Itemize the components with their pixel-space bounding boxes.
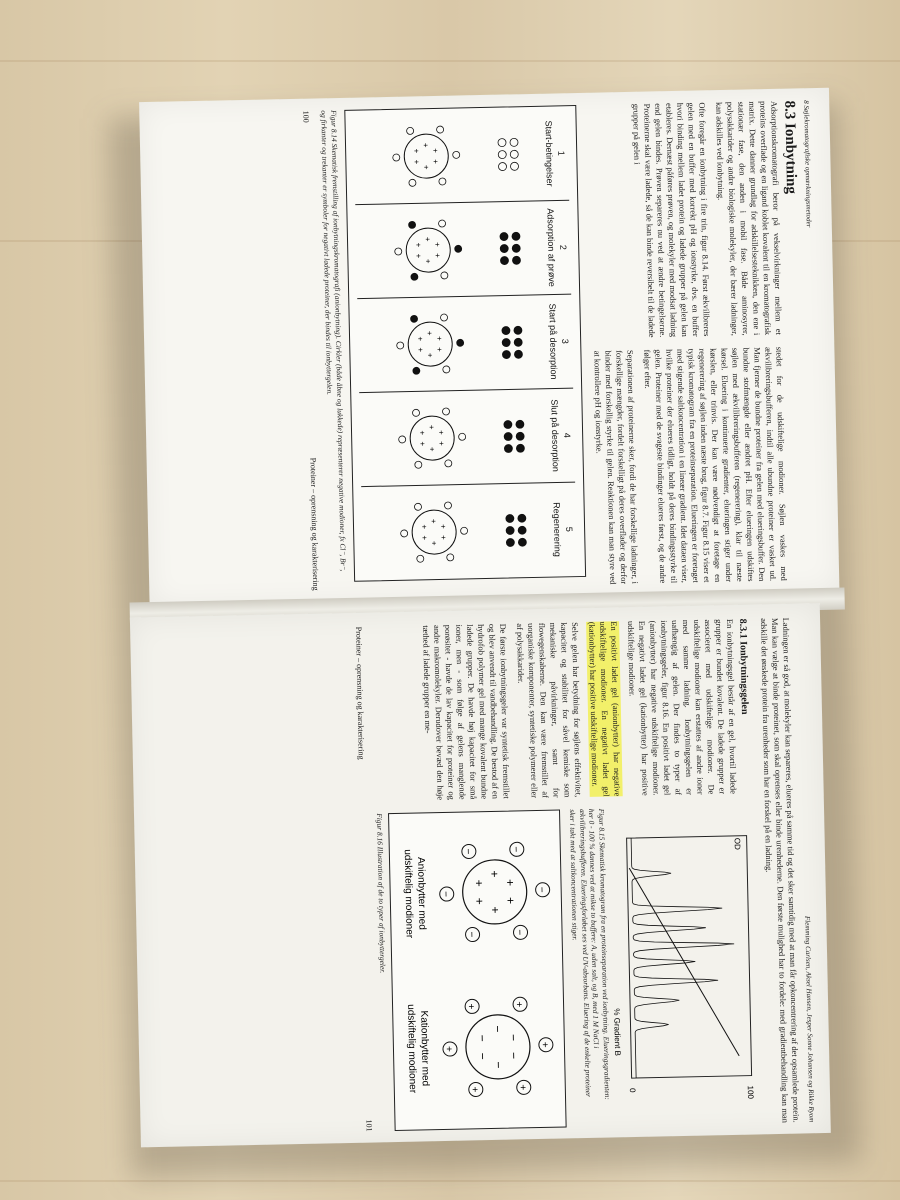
positive-charge: +	[432, 242, 442, 247]
fixed-charge: −	[475, 1052, 490, 1060]
figure-8-16	[388, 810, 567, 1132]
fixed-charge: +	[471, 879, 486, 887]
positive-charge: +	[420, 142, 431, 148]
counter-ion-charge: −	[461, 848, 473, 855]
free-ion	[514, 338, 522, 346]
free-ion	[518, 514, 526, 522]
free-ion	[506, 514, 514, 522]
free-ion	[516, 420, 524, 428]
counter-ion	[440, 314, 447, 321]
counter-ion	[444, 502, 451, 509]
free-ion	[498, 163, 506, 171]
counter-ion	[443, 366, 450, 373]
free-ion	[506, 526, 514, 534]
positive-charge: +	[438, 523, 448, 529]
positive-charge: +	[422, 236, 433, 242]
counter-ion-charge: −	[439, 891, 451, 898]
positive-charge: +	[428, 518, 438, 524]
paragraph: De første ionbytningsgeler var syntetisk fremstillet og blev anvendt til vandbehandling. De bestod af en hydrofob polymer gel med mange kovalent bundne ladede grupper. De havde høj kapacitet for små ioner, men - som følge af gelens manglende porøsitet - havde de lav kapacitet for proteiner og andre makromolekyler. Derudover bevæd den høje tæthed af ladede grupper en me-	[421, 623, 511, 801]
counter-ion	[445, 460, 452, 467]
chromatogram-chart	[606, 805, 763, 1123]
gel-bead	[410, 416, 455, 461]
step-number: 5	[564, 526, 575, 532]
free-ion	[512, 256, 520, 264]
counter-ion	[455, 245, 462, 252]
free-ion	[516, 444, 524, 452]
cation-label-line1: Kationbytter med	[417, 1010, 431, 1087]
step-label: Adsorption af prøve	[545, 208, 558, 287]
counter-ion	[407, 127, 414, 134]
free-ion	[512, 232, 520, 240]
free-ion	[510, 150, 518, 158]
tick-100: 100	[745, 1085, 756, 1100]
counter-ion	[413, 367, 420, 374]
step-label: Start-betingelser	[543, 120, 555, 187]
text-column-2	[585, 347, 789, 585]
counter-ion	[395, 248, 402, 255]
page-footer	[300, 111, 321, 591]
fixed-charge: −	[505, 1033, 521, 1042]
paragraph: Ofte foregår en ionbytning i fire trin, figur 8.14. Først ækvilibreres gelen med en buffer med korrekt pH og ionstyrke, dvs. en buffer hvori binding mellem ladet protein og ladede grupper på gelen kan etableres. Dernæst påføres prøven, og molekyler med modsat ladning end gelen bindes. Prøven separeres nu ved at ændre betingelserne. Proteinerne skal være ladede, så de kan binde reversibelt til de ladede grupper på gelen i	[631, 102, 712, 338]
anion-label-line2: udskiftelig modioner	[401, 849, 415, 939]
positive-charge: +	[427, 446, 437, 452]
counter-ion	[409, 179, 416, 186]
counter-ion	[399, 436, 406, 443]
free-ion	[518, 538, 526, 546]
page-number: 100	[301, 110, 311, 123]
positive-charge: +	[419, 535, 429, 541]
positive-charge: +	[413, 242, 423, 248]
counter-ion-charge: +	[468, 1086, 480, 1093]
text-columns	[580, 101, 789, 585]
fixed-charge: +	[502, 878, 517, 887]
free-ion	[512, 244, 520, 252]
counter-ion	[393, 154, 400, 161]
chart-frame	[627, 836, 752, 1078]
free-ion	[514, 326, 522, 334]
counter-ion	[441, 272, 448, 279]
step-number: 3	[560, 338, 571, 344]
page-101-rotated-content	[353, 617, 816, 1131]
counter-ion	[412, 409, 419, 416]
ion-exchange-steps-diagram	[345, 106, 585, 581]
fixed-charge: +	[486, 870, 502, 878]
positive-charge: +	[421, 164, 431, 170]
step-label: Regenerering	[551, 502, 563, 557]
text-column-1	[580, 101, 784, 339]
counter-ion-charge: −	[465, 931, 477, 938]
free-ion	[498, 139, 506, 147]
counter-ion-charge: +	[512, 1001, 524, 1008]
counter-ion	[409, 221, 416, 228]
positive-charge: +	[423, 258, 433, 264]
step-label: Slut på desorption	[549, 399, 561, 472]
paragraph: Separationen af proteinerne sker, fordi de har forskellige ladninger, i forskellige mængder, fordelt forskelligt på deres overflader og derfor binder med forskellig styrke til gelen. Reaktionen kan man styre ved at kontrollere pH og ionstyrke.	[592, 349, 640, 585]
counter-ion	[461, 527, 468, 534]
figure-8-15-caption: Figur 8.15 Skematisk kromatogram fra en proteinseparation ved ionbytning. Elueringsgradienten: her 0 - 100 % dannes ved at mikse to buffere: A, uden salt, og B, med 1 M NaCl i ækvilibreringsbufferen. Elueringsforløbet ses ved UV-absorbans. Eluering af de enkelte proteiner sker i takt med at saltkoncentrationen stiger.	[568, 808, 613, 1100]
positive-charge: +	[434, 347, 444, 352]
free-ion	[506, 538, 514, 546]
footer-title: Proteiner – oprensning og karakterisering	[308, 457, 321, 591]
free-ion	[514, 350, 522, 358]
text-column	[370, 618, 756, 801]
open-textbook	[119, 88, 856, 1153]
gel-bead	[412, 510, 457, 555]
figure-8-15	[606, 805, 763, 1126]
gel-bead	[404, 134, 449, 179]
counter-ion-charge: −	[513, 929, 525, 936]
paragraph: Selve gelen har betydning for søjlens effektivitet, kapacitet og stabilitet for såvel kemiske som mekaniske påvirkninger, samt for flowegenskaberne. Den kan være fremstillet af uorganiske komponenter, syntetiske polymerer eller af polysakkarider.	[515, 622, 583, 799]
counter-ion	[437, 126, 444, 133]
figure-8-16-caption: Figur 8.16 Illustration af de to typer af ionbyttergeler.	[374, 813, 387, 974]
free-ion	[502, 326, 510, 334]
counter-ion	[438, 220, 445, 227]
counter-ion	[447, 554, 454, 561]
wood-grain	[0, 1180, 900, 1182]
counter-ion-charge: −	[535, 886, 547, 893]
free-ion	[510, 162, 518, 170]
cation-exchanger-bead	[442, 997, 554, 1098]
counter-ion	[459, 433, 466, 440]
gel-bead	[406, 228, 451, 273]
paragraph: Adsorptionskromatografi beror på vekselvirkninger mellem et proteins overflade og en ligand koblet kovalent til en kromatografisk matrix. Dette danner grundlag for adskillelsesteknikken, den ene i stationær fase, den anden i mobil fase. Både aminosyrer, polysakkarider og andre biologiske molekyler, der bærer ladninger, kan adskilles ved ionbytning.	[714, 100, 784, 336]
wood-grain	[0, 60, 900, 62]
page-100-rotated-content	[300, 100, 821, 591]
exchanger-bead-outline	[465, 1014, 530, 1079]
counter-ion-charge: +	[464, 1003, 476, 1010]
positive-charge: +	[436, 440, 446, 446]
page-number: 101	[364, 1119, 374, 1132]
step-label: Start på desorption	[547, 303, 559, 380]
exchanger-bead-outline	[462, 859, 527, 924]
anion-exchanger-bead	[438, 842, 550, 943]
counter-ion	[411, 273, 418, 280]
figure-8-14-caption: Figur 8.14 Skematisk fremstilling af ionbytningskromatografi (anionbytning). Cirkler (både åbne og lukkede) repræsenterer negative modioner, fx Cl⁻, Br⁻, og firkanter og trekanter er symboler for negativt ladede proteiner, der bindes til ionbyttergelen.	[319, 110, 348, 572]
od-label: OD	[732, 837, 742, 850]
positive-charge: +	[419, 524, 429, 530]
anion-label-line1: Anionbytter med	[414, 856, 428, 930]
highlighted-text: En positivt ladet gel (anionbytter) har negative udskiftelige modioner. En negativt ladet gel (kationbytter) har positive udskiftelige modioner.	[587, 621, 622, 797]
positive-charge: +	[415, 347, 425, 353]
footer-title: Proteiner – oprensning og karakterisering	[354, 626, 366, 760]
positive-charge: +	[413, 253, 423, 259]
paragraph	[625, 619, 739, 796]
page-100	[139, 88, 839, 607]
fixed-charge: −	[506, 1051, 521, 1060]
page-101	[130, 603, 831, 1147]
fixed-charge: +	[503, 896, 518, 905]
free-ion	[500, 244, 508, 252]
counter-ion-charge: −	[509, 846, 521, 853]
positive-charge: +	[411, 159, 421, 165]
counter-ion-charge: +	[442, 1046, 454, 1053]
free-ion	[498, 151, 506, 159]
free-ion	[510, 138, 518, 146]
right-page-layout	[370, 618, 762, 1131]
counter-ion	[453, 151, 460, 158]
free-ion	[518, 526, 526, 534]
counter-ion	[439, 178, 446, 185]
counter-ion	[442, 408, 449, 415]
positive-charge: +	[424, 330, 435, 336]
cation-label-line2: udskiftelig modioner	[404, 1004, 418, 1094]
positive-charge: +	[426, 424, 436, 430]
free-ion	[504, 432, 512, 440]
counter-ion-charge: +	[516, 1084, 528, 1091]
positive-charge: +	[436, 430, 446, 435]
free-ion	[504, 420, 512, 428]
positive-charge: +	[415, 336, 425, 342]
gradient-axis-label: % Gradient B	[612, 1008, 623, 1057]
positive-charge: +	[432, 253, 442, 258]
counter-ion	[397, 342, 404, 349]
counter-ion	[457, 339, 464, 346]
paragraph: stedet for de udskiftelige modioner. Søjlen vaskes med ækvilibreringsbufferen, indtil alle ubundne proteiner er vasket ud. Man fjerner de bundne proteiner fra gelen med elueringsbuffer. Den bundne stofmængde eller ændret pH. Efter elueringen udskiftes søjlen med ækvilibreringsbufferen (regenerering), klar til næste kørsel. Eluering i kontinuerte gradienter, elueringen stiger under kørslen, eller trinvis. Der kan være nødvendigt at foretage en regenerering af søjlen inden næste brug, figur 8.7. Figur 8.15 viser et typisk kromatogram fra en proteinseparation. Elueringen er foretaget med stigende saltkoncentration i en lineær gradient. Idet dataen viser, hvilke proteiner der elueres tidligt, holdt på deres bindingsstyrke til gelen. Proteiner med de svageste bindinger elueres først, og de andre følger efter.	[642, 346, 789, 584]
positive-charge: +	[429, 540, 439, 546]
fixed-charge: +	[487, 906, 502, 914]
positive-charge: +	[425, 352, 435, 358]
tick-0: 0	[627, 1087, 637, 1093]
counter-ion	[410, 315, 417, 322]
step-number: 2	[558, 244, 569, 250]
running-head-right: Flemming Carlsen, Aksel Hansen, Jesper Sonne Johansen og Rikke Ryom	[803, 915, 816, 1123]
running-head-left: 8 Søjlekromatografiske opmærkningsmetoder	[802, 100, 813, 228]
counter-ion	[401, 530, 408, 537]
positive-charge: +	[430, 159, 440, 164]
free-ion	[516, 432, 524, 440]
step-number: 1	[556, 150, 567, 156]
free-ion	[502, 350, 510, 358]
section-title: 8.3 Ionbytning	[781, 100, 800, 195]
counter-ion-charge: +	[538, 1041, 550, 1048]
counter-ion	[415, 461, 422, 468]
free-ion	[500, 256, 508, 264]
positive-charge: +	[438, 534, 448, 540]
positive-charge: +	[430, 148, 440, 153]
free-ion	[504, 444, 512, 452]
fixed-charge: −	[474, 1034, 489, 1042]
counter-ion	[414, 503, 421, 510]
od-trace	[631, 836, 737, 1078]
fixed-charge: +	[471, 897, 486, 905]
counter-ion	[417, 555, 424, 562]
gradient-line	[629, 866, 739, 1058]
intro-paragraph: Ladningen er så god, at molekyler kan separeres, elueres på samme tid og det sker samtidig med at man får opkoncentrering af det opsamlede protein. Man kan vælge at binde proteinet, som skal oprenses eller binde urenhederne. Den første mulighed har to fordele: med gradientbehandling kan man adskille det ønskede protein fra urenheder som har en forskel på en ladning.	[759, 617, 801, 1123]
fixed-charge: −	[490, 1025, 505, 1033]
positive-charge: +	[411, 148, 421, 154]
gel-beads	[392, 124, 527, 562]
fixed-charge: −	[490, 1061, 506, 1069]
positive-charge: +	[417, 430, 427, 436]
gel-bead	[408, 322, 453, 367]
step-number: 4	[562, 432, 573, 438]
positive-charge: +	[434, 336, 444, 341]
free-ion	[502, 338, 510, 346]
paragraph-text: En ionbytningsgel består af en gel, hvortil ladede grupper er bundet kovalent. De ladede grupper er associeret med udskiftelige modioner. De udskiftelige modioner kan erstattes af andre ioner med samme ladning. Ionbytningsgelen er uafhængig af gelen. Der findes to typer af ionbytningsgeler, figur 8.16. En positivt ladet gel (anionbytter) har negative udskiftelige modioner. En negativt ladet gel (kationbytter) har positive udskiftelige modioner.	[626, 618, 738, 796]
positive-charge: +	[417, 441, 427, 447]
free-ion	[500, 232, 508, 240]
ion-exchanger-types-diagram	[389, 811, 566, 1129]
figure-8-14	[344, 105, 586, 582]
subsection-title: 8.3.1 Ionbytningsgelen	[737, 618, 751, 715]
figures-column	[374, 805, 763, 1131]
